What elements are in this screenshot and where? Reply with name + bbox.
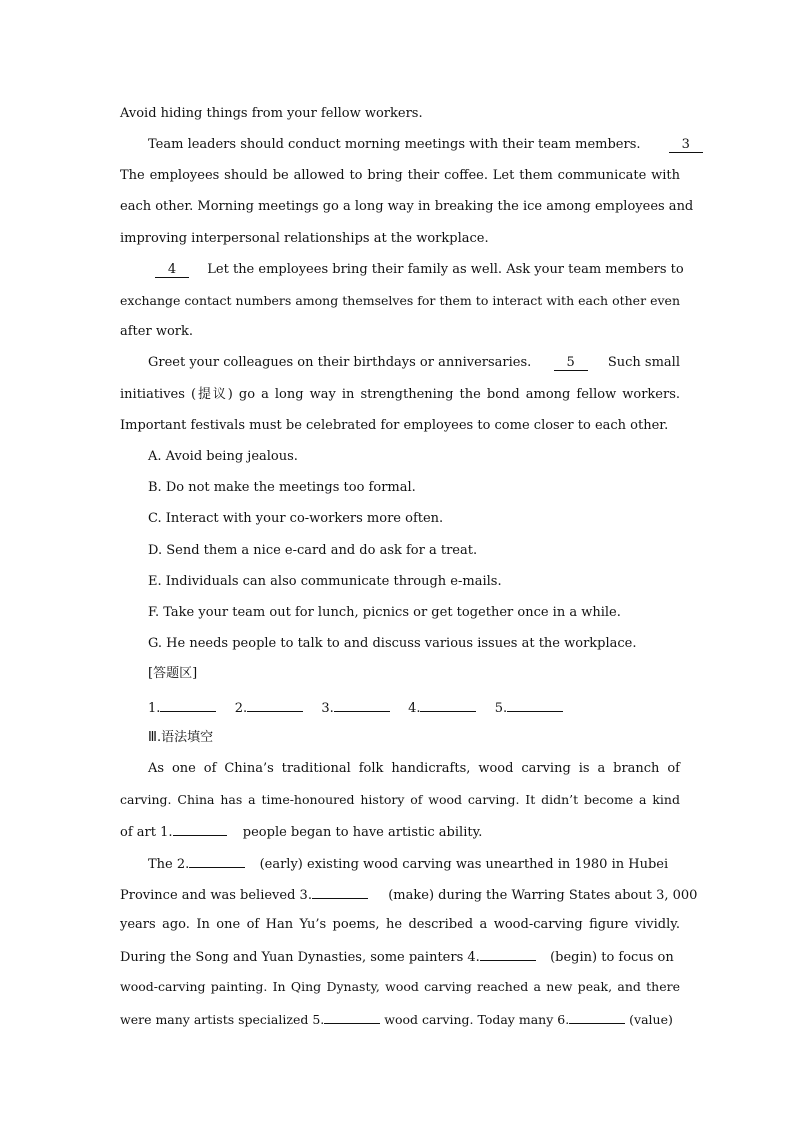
answer-number: 3. bbox=[321, 701, 334, 716]
paragraph-line: As one of China’s traditional folk handicrafts, wood carving is a branch of bbox=[148, 761, 680, 776]
paragraph-line: wood-carving painting. In Qing Dynasty, wood carving reached a new peak, and there bbox=[120, 979, 680, 994]
paragraph-line bbox=[155, 262, 684, 278]
paragraph-line: Important festivals must be celebrated for employees to come closer to each other. bbox=[120, 418, 669, 433]
paragraph-line: Avoid hiding things from your fellow workers. bbox=[120, 106, 423, 121]
paragraph-text: (make) during the Warring States about 3, 000 bbox=[388, 888, 698, 903]
paragraph-line: years ago. In one of Han Yu’s poems, he described a wood-carving figure vividly. bbox=[120, 917, 680, 932]
answer-blank-1[interactable] bbox=[160, 699, 216, 712]
paragraph-line bbox=[120, 948, 680, 966]
paragraph-line: each other. Morning meetings go a long way in breaking the ice among employees and bbox=[120, 199, 694, 214]
paragraph-text: (begin) to focus on bbox=[550, 950, 674, 965]
paragraph-text: wood carving. Today many 6. bbox=[384, 1012, 570, 1027]
paragraph-text: (value) bbox=[629, 1012, 673, 1027]
paragraph-line: The employees should be allowed to bring their coffee. Let them communicate with bbox=[120, 168, 680, 183]
answer-blank-2[interactable] bbox=[247, 699, 303, 712]
option-g: G. He needs people to talk to and discuss various issues at the workplace. bbox=[148, 636, 637, 651]
answer-number: 2. bbox=[234, 701, 248, 716]
paragraph-line bbox=[148, 355, 680, 371]
answer-row bbox=[148, 699, 680, 717]
section-title: Ⅲ.语法填空 bbox=[148, 730, 214, 745]
answer-number: 1. bbox=[148, 701, 161, 716]
paragraph-text: people began to have artistic ability. bbox=[242, 825, 483, 840]
answer-blank-5[interactable] bbox=[507, 699, 563, 712]
paragraph-text: (early) existing wood carving was unearthed in 1980 in Hubei bbox=[259, 857, 669, 872]
blank-5: 5 bbox=[554, 356, 588, 371]
paragraph-text: Greet your colleagues on their birthdays or anniversaries. bbox=[148, 355, 532, 370]
option-c: C. Interact with your co-workers more often. bbox=[148, 511, 444, 526]
paragraph-text: Team leaders should conduct morning meetings with their team members. bbox=[148, 137, 641, 152]
grammar-blank-2[interactable] bbox=[189, 855, 245, 868]
paragraph-line: exchange contact numbers among themselves for them to interact with each other even bbox=[120, 293, 680, 308]
option-f: F. Take your team out for lunch, picnics or get together once in a while. bbox=[148, 605, 621, 620]
option-b: B. Do not make the meetings too formal. bbox=[148, 480, 416, 495]
paragraph-text: were many artists specialized 5. bbox=[120, 1012, 325, 1027]
paragraph-line: carving. China has a time-honoured history of wood carving. It didn’t become a kind bbox=[120, 792, 680, 807]
option-e: E. Individuals can also communicate through e-mails. bbox=[148, 574, 502, 589]
option-a: A. Avoid being jealous. bbox=[148, 449, 298, 464]
answer-number: 5. bbox=[494, 701, 508, 716]
paragraph-line: improving interpersonal relationships at the workplace. bbox=[120, 231, 489, 246]
paragraph-text: Let the employees bring their family as well. Ask your team members to bbox=[207, 262, 684, 277]
answer-number: 4. bbox=[408, 701, 421, 716]
answer-area-label: [答题区] bbox=[148, 666, 198, 681]
paragraph-line: after work. bbox=[120, 324, 194, 339]
paragraph-text: Such small bbox=[607, 355, 680, 370]
paragraph-line bbox=[120, 1011, 680, 1028]
grammar-blank-3[interactable] bbox=[312, 886, 368, 899]
grammar-blank-6[interactable] bbox=[569, 1011, 625, 1024]
grammar-blank-1[interactable] bbox=[173, 823, 227, 836]
paragraph-line bbox=[120, 886, 698, 904]
paragraph-text: of art 1. bbox=[120, 825, 173, 840]
paragraph-text: During the Song and Yuan Dynasties, some painters 4. bbox=[120, 950, 480, 965]
answer-blank-3[interactable] bbox=[334, 699, 390, 712]
blank-3: 3 bbox=[669, 138, 703, 153]
paragraph-line bbox=[148, 855, 680, 873]
paragraph-line bbox=[120, 823, 680, 841]
blank-4: 4 bbox=[155, 263, 189, 278]
option-d: D. Send them a nice e-card and do ask for a treat. bbox=[148, 543, 478, 558]
answer-blank-4[interactable] bbox=[420, 699, 476, 712]
paragraph-text: The 2. bbox=[148, 857, 190, 872]
grammar-blank-5[interactable] bbox=[324, 1011, 380, 1024]
paragraph-line bbox=[148, 137, 690, 153]
grammar-blank-4[interactable] bbox=[480, 948, 536, 961]
paragraph-text: Province and was believed 3. bbox=[120, 888, 312, 903]
paragraph-line: initiatives (提议) go a long way in strengthening the bond among fellow workers. bbox=[120, 387, 680, 402]
